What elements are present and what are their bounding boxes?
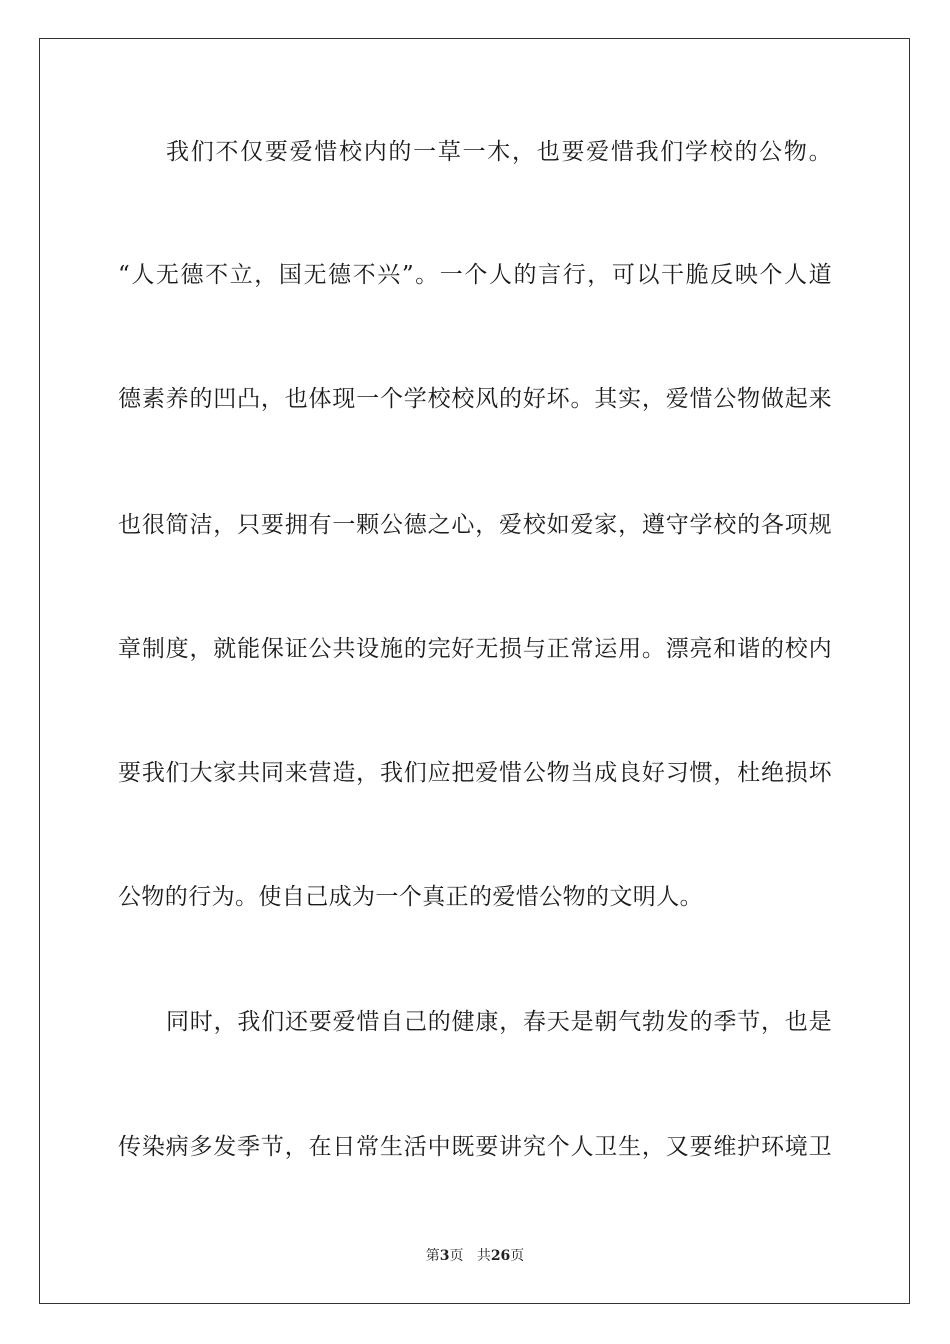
- page-number: 3: [439, 1248, 450, 1264]
- total-prefix: 共: [476, 1248, 491, 1264]
- page-prefix: 第: [425, 1248, 440, 1264]
- paragraph-1-line-1: 我们不仅要爱惜校内的一草一木，也要爱惜我们学校的公物。: [166, 139, 832, 165]
- paragraph-2-line-4: 章制度，就能保证公共设施的完好无损与正常运用。漂亮和谐的校内: [118, 636, 832, 662]
- paragraph-2-line-2: 德素养的凹凸，也体现一个学校校风的好坏。其实，爱惜公物做起来: [118, 386, 832, 412]
- total-suffix: 页: [510, 1248, 525, 1264]
- total-pages: 26: [490, 1248, 511, 1264]
- page-footer: [0, 1246, 950, 1266]
- paragraph-3-line-2: 传染病多发季节，在日常生活中既要讲究个人卫生，又要维护环境卫: [118, 1134, 832, 1160]
- page-border: [39, 38, 910, 1304]
- paragraph-2-line-6: 公物的行为。使自己成为一个真正的爱惜公物的文明人。: [118, 884, 703, 910]
- paragraph-2-line-1: “人无德不立，国无德不兴”。一个人的言行，可以干脆反映个人道: [118, 262, 832, 288]
- paragraph-2-line-3: 也很简洁，只要拥有一颗公德之心，爱校如爱家，遵守学校的各项规: [118, 512, 832, 538]
- paragraph-2-line-5: 要我们大家共同来营造，我们应把爱惜公物当成良好习惯，杜绝损坏: [118, 760, 832, 786]
- page-suffix: 页: [449, 1248, 464, 1264]
- paragraph-3-line-1: 同时，我们还要爱惜自己的健康，春天是朝气勃发的季节，也是: [166, 1009, 832, 1035]
